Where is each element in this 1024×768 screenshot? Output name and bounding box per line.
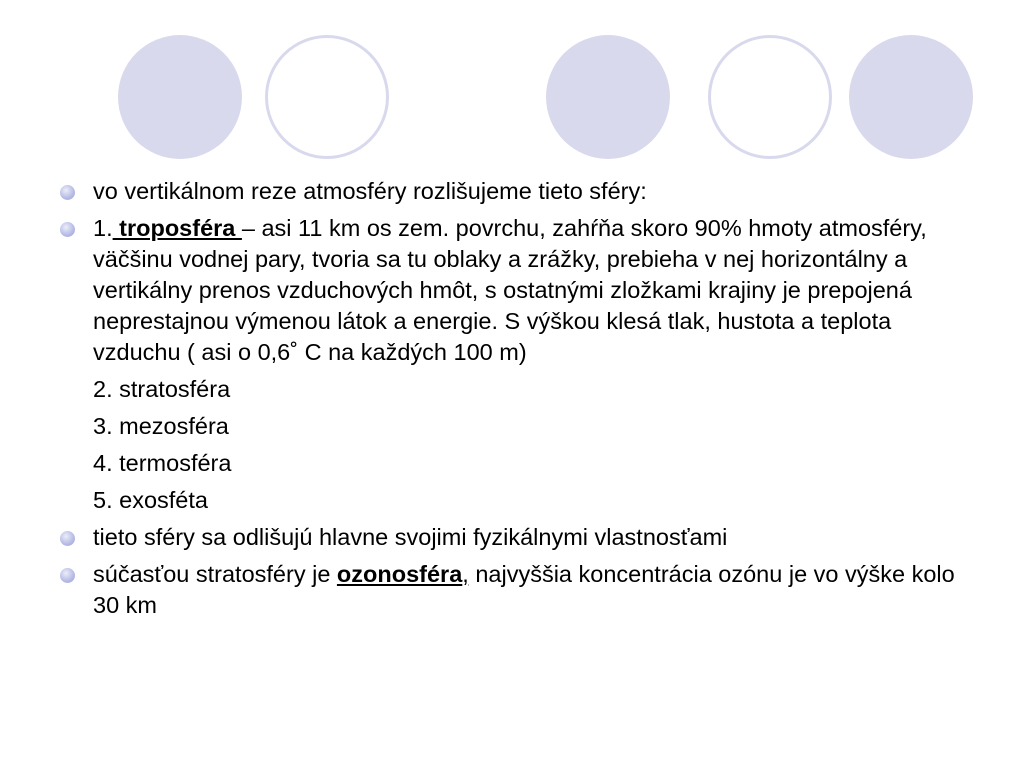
sub-item-text: 2. stratosféra	[93, 376, 231, 402]
bullet-text: – asi 11 km os zem. povrchu, zahŕňa skoro 90% hmoty atmosféry, väčšinu vodnej pary, tvoria sa tu oblaky a zrážky, prebieha v nej horizontálny a vertikálny prenos vzduchových hmôt, s ostatnými zložkami krajiny je prepojená neprestajnou výmenou látok a energie. S výškou klesá tlak, hustota a teplota vzduchu ( asi o 0,6˚ C na každých 100 m)	[93, 215, 927, 365]
decor-circle-outline	[265, 35, 389, 159]
bullet-icon	[60, 531, 75, 546]
decor-circle-filled	[849, 35, 973, 159]
bullet-text: vo vertikálnom reze atmosféry rozlišujeme tieto sféry:	[93, 178, 647, 204]
decor-circle-outline	[708, 35, 832, 159]
decor-circle-filled	[546, 35, 670, 159]
troposfera-term: troposféra	[112, 215, 242, 241]
sub-item	[58, 448, 968, 479]
bullet-number: 1.	[93, 215, 113, 241]
sub-item-text: 3. mezosféra	[93, 413, 229, 439]
sub-item	[58, 485, 968, 516]
sub-item	[58, 411, 968, 442]
bullet-icon	[60, 185, 75, 200]
bullet-text: tieto sféry sa odlišujú hlavne svojimi fyzikálnymi vlastnosťami	[93, 524, 728, 550]
slide-body	[58, 176, 968, 627]
bullet-icon	[60, 568, 75, 583]
bullet-item	[58, 176, 968, 207]
sub-item	[58, 374, 968, 405]
bullet-text: najvyššia koncentrácia ozónu je vo výške kolo 30 km	[93, 561, 955, 618]
comma: ,	[462, 561, 469, 587]
decor-circle-filled	[118, 35, 242, 159]
sub-item-text: 5. exosféta	[93, 487, 208, 513]
bullet-text: súčasťou stratosféry je	[93, 561, 337, 587]
sub-item-text: 4. termosféra	[93, 450, 232, 476]
bullet-item	[58, 559, 968, 621]
bullet-icon	[60, 222, 75, 237]
ozonosfera-term: ozonosféra	[336, 561, 463, 587]
bullet-item	[58, 213, 968, 368]
bullet-item	[58, 522, 968, 553]
